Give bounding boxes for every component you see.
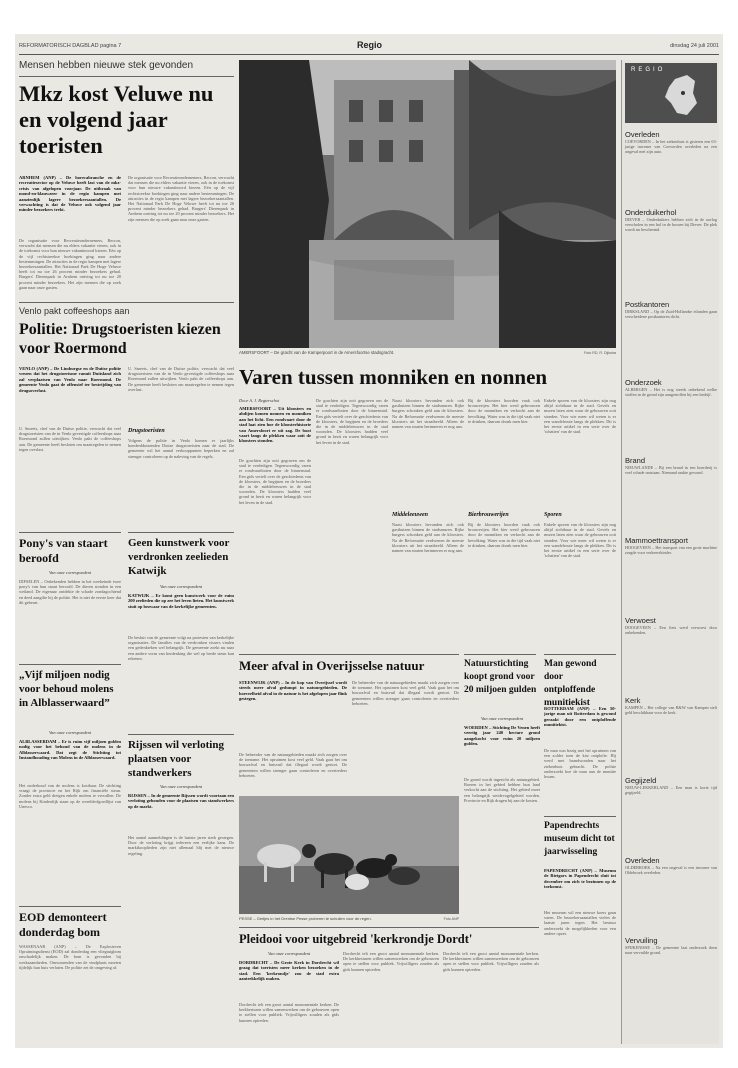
- photo-caption-amersfoort: AMERSFOORT – De gracht van de Kamperpoort in de Amersfoortse stadsgracht.: [239, 350, 395, 355]
- byline-molens: Van onze correspondent: [48, 730, 92, 735]
- subhead-middeleeuwen: Middeleeuwen: [392, 512, 428, 518]
- body-monniken-7: Enkele sporen van de kloosters zijn nog altijd zichtbaar in de stad. Gevels en muren laten zien waar de gebouwen ooit stonden. Voor wie meer wil weten is er een wandelroute langs de plekken. Dit is het eerste artikel in een serie over de 'schatten' van de stad.: [544, 398, 616, 435]
- body-drugs-3: Volgens de politie in Venlo komen er jaarlijks honderdduizenden Duitse drugstoeristen naar de stad. De gemeente wil het aantal verkooppunten beperken en zal strenger controleren op de naleving van de regels.: [128, 438, 234, 459]
- subhead-sporen: Sporen: [544, 512, 562, 518]
- body-monniken-3: Naast kloosters bevonden zich ook gasthuizen binnen de stadsmuren. Rijke burgers schonken geld aan de kloosters. Na de Reformatie verdwenen de meeste kloosters uit het straatbeeld. Alleen de namen van straten herinneren er nog aan.: [392, 398, 464, 430]
- headline-pony: Pony's van staart beroofd: [19, 536, 108, 565]
- photo-amersfoort: [239, 60, 616, 348]
- lede-dordt: DORDRECHT – De Grote Kerk in Dordrecht wil graag dat toeristen meer kerken bezoeken in de stad. Een 'kerkrondje' zou de stad extra aantrekkelijk maken.: [239, 960, 339, 982]
- body-afval-1: De beheerder van de natuurgebieden maakt zich zorgen over de toename. Het opruimen kost veel geld. Vaak gaat het om bouwafval en huisvuil dat illegaal wordt gestort. De gemeenten willen strenger gaan controleren en overtreders beboeten.: [239, 752, 347, 778]
- lede-rijssen: RIJSSEN – In de gemeente Rijssen wordt voortaan een verloting gehouden voor de plaatsen van standwerkers op de markt.: [128, 793, 234, 809]
- body-toeristen-1: De organisatie voor Recreatieondernemers, Recron, verwacht dat mensen die nu elders vakantie vieren, ook in de toekomst voor hun nieuwe vakantieoord kiezen. Eén op de vijf rechtstreekse boekingen ging naar andere bestemmingen. De attracties in de regio kampen met lagere bezoekersaantallen. Het Nationaal Park De Hoge Veluwe heeft tot nu toe 26 procent minder bezoekers gehad. Burgers' Dierenpark in Arnhem ontving tot nu toe 20 procent minder bezoekers. Het zijn mensen die op zoek gaan naar onze gasten.: [19, 238, 122, 290]
- headline-eod: EOD demonteert donderdag bom: [19, 910, 107, 939]
- kicker-toeristen: Mensen hebben nieuwe stek gevonden: [19, 60, 194, 71]
- goats-photo: [239, 796, 459, 914]
- photo-pesse: [239, 796, 459, 914]
- sidebar-item: Vervuiling SPIJKENISSE – De gemeente laat onderzoek doen naar vervuilde grond.: [625, 936, 717, 956]
- headline-papendrecht: Papendrechts museum dicht tot jaarwisseling: [544, 821, 615, 857]
- lede-toeristen: ARNHEM (ANP) – De horecabranche en de recreatiesector op de Veluwe heeft last van de mkz-crisis van afgelopen voorjaar. De uitbraak van mond-en-klauwzeer in de regio kampen met aanzienlijk lagere bezoekersaantallen. De verwachting is dat de Veluwe ook volgend jaar minder bezoekers trekt.: [19, 175, 121, 213]
- body-monniken-4: Naast kloosters bevonden zich ook gasthuizen binnen de stadsmuren. Rijke burgers schonken geld aan de kloosters. Na de Reformatie verdwenen de meeste kloosters uit het straatbeeld. Alleen de namen van straten herinneren er nog aan.: [392, 522, 464, 554]
- sidebar-item: Onderzoek ALBERGEN – Het is nog steeds onbekend welke stoffen in de grond zijn aangetroffen bij een bedrijf.: [625, 378, 717, 398]
- kicker-drugs: Venlo pakt coffeeshops aan: [19, 306, 130, 316]
- body-katwijk: De besluit van de gemeente volgt na protesten van kerkelijke organisaties. De families van de verdronken vissers vinden een gedenkteken wel belangrijk. De gemeente zoekt nu naar een andere vorm van herdenking die wel op brede steun kan rekenen.: [128, 635, 234, 661]
- headline-natuurstichting: Natuurstichting koopt grond voor 20 miljoen gulden: [464, 659, 537, 695]
- headline-katwijk: Geen kunstwerk voor verdronken zeelieden Katwijk: [128, 537, 230, 577]
- photo-caption-pesse: PESSE – Geitjes in het Drentse Pesse proberen te schuilen voor de regen.: [239, 916, 372, 921]
- byline-pony: Van onze correspondent: [48, 570, 92, 575]
- body-pony: DIFSELEN – Onbekenden hebben in het weekeinde twee pony's van hun staart beroofd. De dieren stonden in een weiland. De eigenaar ontdekte de schade zondagochtend en deed aangifte bij de politie. Het is niet de eerste keer dat dit gebeurt.: [19, 579, 121, 605]
- body-munitiekist: De man was bezig met het opruimen van een zolder toen de kist ontplofte. Hij werd met brandwonden naar het ziekenhuis gebracht. De politie onderzoekt hoe de man aan de munitie kwam.: [544, 748, 616, 780]
- body-rijssen: Het aantal aanmeldingen is de laatste jaren sterk gestegen. Door de verloting krijgt iedereen een eerlijke kans. De marktkooplieden zijn niet allemaal blij met de nieuwe regeling.: [128, 835, 234, 856]
- date: dinsdag 24 juli 2001: [670, 43, 719, 49]
- body-dordt-1: Dordrecht telt een groot aantal monumentale kerken. De kerkbesturen willen samenwerken om de gebouwen open te stellen voor publiek. Vrijwilligers zouden als gids kunnen optreden.: [239, 1002, 339, 1023]
- sidebar-item: Onderduikerhol DIEVER – Onderduikers hebben zich in de oorlog verscholen in een hol in de bossen bij Diever. De plek wordt nu beschermd.: [625, 208, 717, 233]
- byline-monniken: Door A. J. Regterschot: [239, 398, 280, 403]
- body-drugs-1: U. Smeets, chef van de Duitse politie, verwacht dat veel drugstoeristen van de in Venlo gevestigde coffeeshops naar Roermond zullen uitwijken. Venlo pakt de coffeeshops aan. De gemeente heeft besloten om maatregelen te nemen tegen overlast.: [19, 426, 121, 452]
- headline-monniken: Varen tussen monniken en nonnen: [239, 365, 548, 389]
- body-dordt-2: Dordrecht telt een groot aantal monumentale kerken. De kerkbesturen willen samenwerken om de gebouwen open te stellen voor publiek. Vrijwilligers zouden als gids kunnen optreden.: [343, 951, 439, 972]
- lede-papendrecht: PAPENDRECHT (ANP) – Museum de Rietgors in Papendrecht sluit tot december om zich te bezinnen op de toekomst.: [544, 868, 616, 890]
- body-drugs-2: U. Smeets, chef van de Duitse politie, verwacht dat veel drugstoeristen van de in Venlo gevestigde coffeeshops naar Roermond zullen uitwijken. Venlo pakt de coffeeshops aan. De gemeente heeft besloten om maatregelen te nemen tegen overlast.: [128, 366, 234, 392]
- subhead-drugstoeristen: Drugstoeristen: [128, 428, 165, 434]
- headline-toeristen: Mkz kost Veluwe nu en volgend jaar toeristen: [19, 81, 214, 158]
- byline-dordt: Van onze correspondent: [267, 951, 311, 956]
- byline-katwijk: Van onze correspondent: [159, 584, 203, 589]
- headline-rijssen: Rijssen wil verloting plaatsen voor standwerkers: [128, 739, 224, 779]
- sidebar-item: Overleden OLDEBROEK – Na een ongeval is een inwoner van Oldebroek overleden.: [625, 856, 717, 876]
- sidebar-item: Overleden COEVORDEN – In het ziekenhuis is gisteren een 63-jarige inwoner van Coevorden overleden na een ongeval met zijn auto.: [625, 130, 717, 155]
- headline-dordt: Pleidooi voor uitgebreid 'kerkrondje Dordt': [239, 932, 473, 946]
- sidebar-title: REGIO: [631, 67, 666, 73]
- lede-molens: ALBLASSERDAM – Er is ruim vijf miljoen gulden nodig voor het behoud van de molens in de Alblasserwaard. Dat zegt de Stichting tot Instandhouding van Molens in de Alblasserwaard.: [19, 739, 121, 761]
- body-dordt-3: Dordrecht telt een groot aantal monumentale kerken. De kerkbesturen willen samenwerken om de gebouwen open te stellen voor publiek. Vrijwilligers zouden als gids kunnen optreden.: [443, 951, 539, 972]
- canal-photo: [239, 60, 616, 348]
- lede-afval: STEENWIJK (ANP) – In de kop van Overijssel wordt steeds meer afval gedumpt in natuurgebieden. De hoeveelheid afval in de natuur is het afgelopen jaar flink gestegen.: [239, 680, 347, 702]
- paper-name: REFORMATORISCH DAGBLAD pagina 7: [19, 43, 122, 49]
- body-monniken-5: Bij de kloosters hoorden vaak ook brouwerijen. Het bier werd gebrouwen door de monniken en verkocht aan de bevolking. Water was in die tijd vaak niet te drinken, daarom dronk men bier.: [468, 398, 540, 424]
- body-toeristen-2: De organisatie voor Recreatieondernemers, Recron, verwacht dat mensen die nu elders vakantie vieren, ook in de toekomst voor hun nieuwe vakantieoord kiezen. Eén op de vijf rechtstreekse boekingen ging naar andere bestemmingen. De attracties in de regio kampen met lagere bezoekersaantallen. Het Nationaal Park De Hoge Veluwe heeft tot nu toe 26 procent minder bezoekers gehad. Burgers' Dierenpark in Arnhem ontving tot nu toe 20 procent minder bezoekers. Het zijn mensen die op zoek gaan naar onze gasten.: [128, 175, 234, 222]
- sidebar-regio: [621, 60, 719, 1044]
- lede-drugs: VENLO (ANP) – De Limburgse en de Duitse politie vrezen dat het drugstoerisme vanuit Duitsland zich zal verplaatsen van Venlo naar Roermond. De gemeente Venlo gaat de offensief ter bestrijding van drugsoverlast.: [19, 366, 121, 393]
- byline-natuurstichting: Van onze correspondent: [480, 716, 524, 721]
- body-monniken-6: Bij de kloosters hoorden vaak ook brouwerijen. Het bier werd gebrouwen door de monniken en verkocht aan de bevolking. Water was in die tijd vaak niet te drinken, daarom dronk men bier.: [468, 522, 540, 548]
- body-monniken-1: De grachten zijn ooit gegraven om de stad te verdedigen. Tegenwoordig varen er rondvaartboten door de binnenstad. Een gids vertelt over de geschiedenis van de kloosters, de begijnen en de broeders die in de middeleeuwen in de stad woonden. De kloosters hadden veel grond in bezit en waren belangrijk voor het leven in de stad.: [239, 458, 311, 505]
- headline-munitiekist: Man gewond door ontploffende munitiekist: [544, 659, 597, 708]
- body-natuurstichting: De grond wordt ingericht als natuurgebied. Boeren in het gebied hebben hun land verkocht aan de stichting. Het gebied moet een belangrijk weidevogelgebied worden. Provincie en Rijk dragen bij aan de kosten.: [464, 777, 540, 803]
- section-title: Regio: [357, 40, 383, 50]
- lede-munitiekist: ROTTERDAM (ANP) – Een 50-jarige man uit Rotterdam is gewond geraakt door een ontploffende munitiekist.: [544, 706, 616, 728]
- body-afval-2: De beheerder van de natuurgebieden maakt zich zorgen over de toename. Het opruimen kost veel geld. Vaak gaat het om bouwafval en huisvuil dat illegaal wordt gestort. De gemeenten willen strenger gaan controleren en overtreders beboeten.: [352, 680, 459, 706]
- body-monniken-8: Enkele sporen van de kloosters zijn nog altijd zichtbaar in de stad. Gevels en muren laten zien waar de gebouwen ooit stonden. Voor wie meer wil weten is er een wandelroute langs de plekken. Dit is het eerste artikel in een serie over de 'schatten' van de stad.: [544, 522, 616, 559]
- sidebar-item: Kerk KAMPEN – Het college van B&W van Kampen stelt geld beschikbaar voor de kerk.: [625, 696, 717, 716]
- headline-molens: „Vijf miljoen nodig voor behoud molens in Alblasserwaard”: [19, 669, 114, 709]
- body-papendrecht: Het museum wil een nieuwe koers gaan varen. De bezoekersaantallen vielen de laatste jaren tegen. Het bestuur onderzoekt de mogelijkheden voor een andere opzet.: [544, 910, 616, 936]
- netherlands-map-icon: [625, 63, 717, 123]
- subhead-bierbrouwerijen: Bierbrouwerijen: [468, 512, 509, 518]
- sidebar-item: Verwoest DOOGEVEEN – Een fiets werd verwoest door onbekenden.: [625, 616, 717, 636]
- newspaper-page: [15, 34, 723, 1048]
- sidebar-item: Postkantoren DIRKSLAND – Op de Zuid-Hollandse eilanden gaan verscheidene postkantoren dicht.: [625, 300, 717, 320]
- headline-afval: Meer afval in Overijsselse natuur: [239, 658, 425, 673]
- photo-credit-amersfoort: Foto RD, R. Dijkstra: [584, 351, 616, 355]
- headline-drugs: Politie: Drugstoeristen kiezen voor Roermond: [19, 321, 221, 357]
- body-eod: WASSENAAR (ANP) – De Explosieven Opruimingsdienst (EOD) zal donderdag een vliegtuigbom onschadelijk maken. De bom is gevonden bij werkzaamheden. Omwonenden van de vindplaats moeten tijdelijk hun huis verlaten. De politie zet de omgeving af.: [19, 944, 121, 970]
- sidebar-item: Gegijzeld NIEUW-LEKKERLAND – Een man is korte tijd gegijzeld.: [625, 776, 717, 796]
- sidebar-item: Mammoettransport HOOGEVEEN – Het transport van een grote machine zorgde voor verkeershinder.: [625, 536, 717, 556]
- photo-credit-pesse: Foto ANP: [443, 917, 459, 921]
- lede-monniken: AMERSFOORT – Uit kloosters en abdijen komen nonnen en monniken aan het licht. Een rondvaart door de stad laat zien hoe de kloosterhistorie van Amersfoort er uit zag. De boot vaart langs de plekken waar ooit de kloosters stonden.: [239, 406, 311, 444]
- sidebar-item: Brand NIEUWLANDE – Bij een brand in een boerderij is veel schade ontstaan. Niemand raakte gewond.: [625, 456, 717, 476]
- body-molens: Het onderhoud van de molens is kostbaar. De stichting vraagt de provincie en het Rijk om financiële steun. Zonder extra geld dreigen enkele molens te vervallen. De molens bij Kinderdijk staan op de werelderfgoedlijst van Unesco.: [19, 783, 121, 809]
- byline-rijssen: Van onze correspondent: [159, 784, 203, 789]
- lede-natuurstichting: WOERDEN – Stichting De Venen heeft veertig jaar 240 hectare grond aangekocht voor ruim 20 miljoen gulden.: [464, 725, 540, 747]
- page-header: [19, 37, 719, 55]
- lede-katwijk: KATWIJK – Er komt geen kunstwerk voor de ruim 200 zeelieden die op zee het leven lieten. Het kunstwerk stuit op bezwaar van de kerkelijke gemeenten.: [128, 593, 234, 609]
- body-monniken-2: De grachten zijn ooit gegraven om de stad te verdedigen. Tegenwoordig varen er rondvaartboten door de binnenstad. Een gids vertelt over de geschiedenis van de kloosters, de begijnen en de broeders die in de middeleeuwen in de stad woonden. De kloosters hadden veel grond in bezit en waren belangrijk voor het leven in de stad.: [316, 398, 388, 445]
- sidebar-banner: [625, 63, 717, 123]
